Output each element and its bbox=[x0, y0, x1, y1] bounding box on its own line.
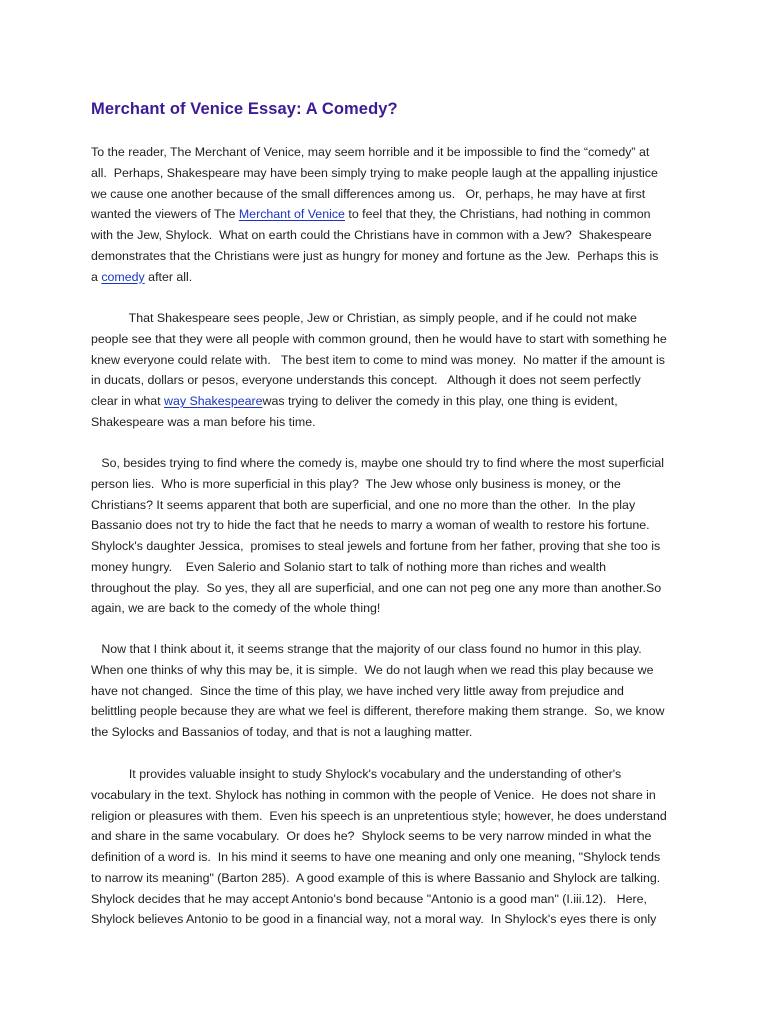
text-line: throughout the play. So yes, they all are superficial, and one can not peg one any more than another.So bbox=[91, 580, 662, 595]
text-line: It provides valuable insight to study Shylock's vocabulary and the understanding of other's bbox=[91, 767, 622, 781]
text-line bbox=[91, 267, 659, 288]
text-line bbox=[91, 204, 659, 225]
text-line: To the reader, The Merchant of Venice, may seem horrible and it be impossible to find the “comedy” at bbox=[91, 145, 650, 159]
text-run: wanted the viewers of The bbox=[91, 207, 239, 222]
text-line: all. Perhaps, Shakespeare may have been simply trying to make people laugh at the appalling injustice bbox=[91, 165, 658, 180]
essay-title: Merchant of Venice Essay: A Comedy? bbox=[91, 100, 398, 118]
text-line: have not changed. Since the time of this play, we have inched very little away from prejudice and bbox=[91, 683, 624, 698]
text-line: people see that they were all people with common ground, then he would have to start with something he bbox=[91, 331, 667, 346]
text-line: Shylock's daughter Jessica, promises to steal jewels and fortune from her father, proving that she too is bbox=[91, 539, 661, 553]
text-line: again, we are back to the comedy of the whole thing! bbox=[91, 601, 381, 616]
text-line: demonstrates that the Christians were just as hungry for money and fortune as the Jew. Perhaps this is bbox=[91, 248, 659, 263]
link-way-shakespeare[interactable]: way Shakespeare bbox=[164, 394, 263, 408]
text-line: the Sylocks and Bassanios of today, and that is not a laughing matter. bbox=[91, 725, 473, 739]
text-line: Christians? It seems apparent that both are superficial, and one no more than the other. In the play bbox=[91, 497, 636, 512]
text-line: Shylock decides that he may accept Antonio's bond because "Antonio is a good man" (I.iii.12). Here, bbox=[91, 891, 647, 906]
text-run: to feel that they, the Christians, had nothing in common bbox=[344, 207, 651, 222]
paragraph-3 bbox=[91, 453, 664, 619]
text-line: with the Jew, Shylock. What on earth could the Christians have in common with a Jew? Shakespeare bbox=[91, 228, 652, 242]
text-line: When one thinks of why this may be, it is simple. We do not laugh when we read this play because we bbox=[91, 662, 654, 677]
paragraph-4 bbox=[91, 639, 665, 743]
paragraph-5 bbox=[91, 764, 667, 930]
text-line: in ducats, dollars or pesos, everyone understands this concept. Although it does not seem perfectly bbox=[91, 373, 641, 388]
text-line: Now that I think about it, it seems strange that the majority of our class found no humor in this play. bbox=[91, 642, 642, 656]
text-line: vocabulary in the text. Shylock has nothing in common with the people of Venice. He does not share in bbox=[91, 787, 656, 802]
text-run: a bbox=[91, 269, 102, 284]
paragraph-2 bbox=[91, 308, 667, 433]
text-line: definition of a word is. In his mind it seems to have one meaning and only one meaning, "Shylock tends bbox=[91, 850, 661, 864]
text-line: knew everyone could relate with. The best item to come to mind was money. No matter if the amount is bbox=[91, 352, 665, 367]
text-line: we cause one another because of the small differences among us. Or, perhaps, he may have at first bbox=[91, 186, 646, 201]
link-merchant-of-venice[interactable]: Merchant of Venice bbox=[238, 207, 345, 222]
text-line: to narrow its meaning" (Barton 285). A good example of this is where Bassanio and Shylock are talking. bbox=[91, 870, 661, 885]
text-line bbox=[91, 391, 667, 412]
text-run: after all. bbox=[144, 269, 193, 284]
text-line: That Shakespeare sees people, Jew or Christian, as simply people, and if he could not make bbox=[91, 311, 637, 325]
text-line: belittling people because they are what we feel is different, therefore making them strange. So, we know bbox=[91, 704, 665, 719]
text-line: So, besides trying to find where the comedy is, maybe one should try to find where the most superficial bbox=[91, 456, 665, 470]
text-line: Shylock believes Antonio to be good in a financial way, not a moral way. In Shylock's eyes there is only bbox=[91, 912, 657, 927]
text-line: money hungry. Even Salerio and Solanio start to talk of nothing more than riches and wealth bbox=[91, 559, 606, 574]
text-line: Shakespeare was a man before his time. bbox=[91, 414, 316, 429]
text-line: religion or pleasures with them. Even his speech is an unpretentious style; however, he does understand bbox=[91, 808, 667, 823]
text-line: person lies. Who is more superficial in this play? The Jew whose only business is money, or the bbox=[91, 476, 621, 491]
text-line: and share in the same vocabulary. Or does he? Shylock seems to be very narrow minded in what the bbox=[91, 829, 652, 844]
text-run: was trying to deliver the comedy in this play, one thing is evident, bbox=[262, 394, 618, 408]
text-run: clear in what bbox=[91, 394, 165, 408]
paragraph-1 bbox=[91, 142, 659, 287]
text-line: Bassanio does not try to hide the fact that he needs to marry a woman of wealth to restore his fortune. bbox=[91, 518, 650, 533]
link-comedy[interactable]: comedy bbox=[101, 269, 145, 284]
